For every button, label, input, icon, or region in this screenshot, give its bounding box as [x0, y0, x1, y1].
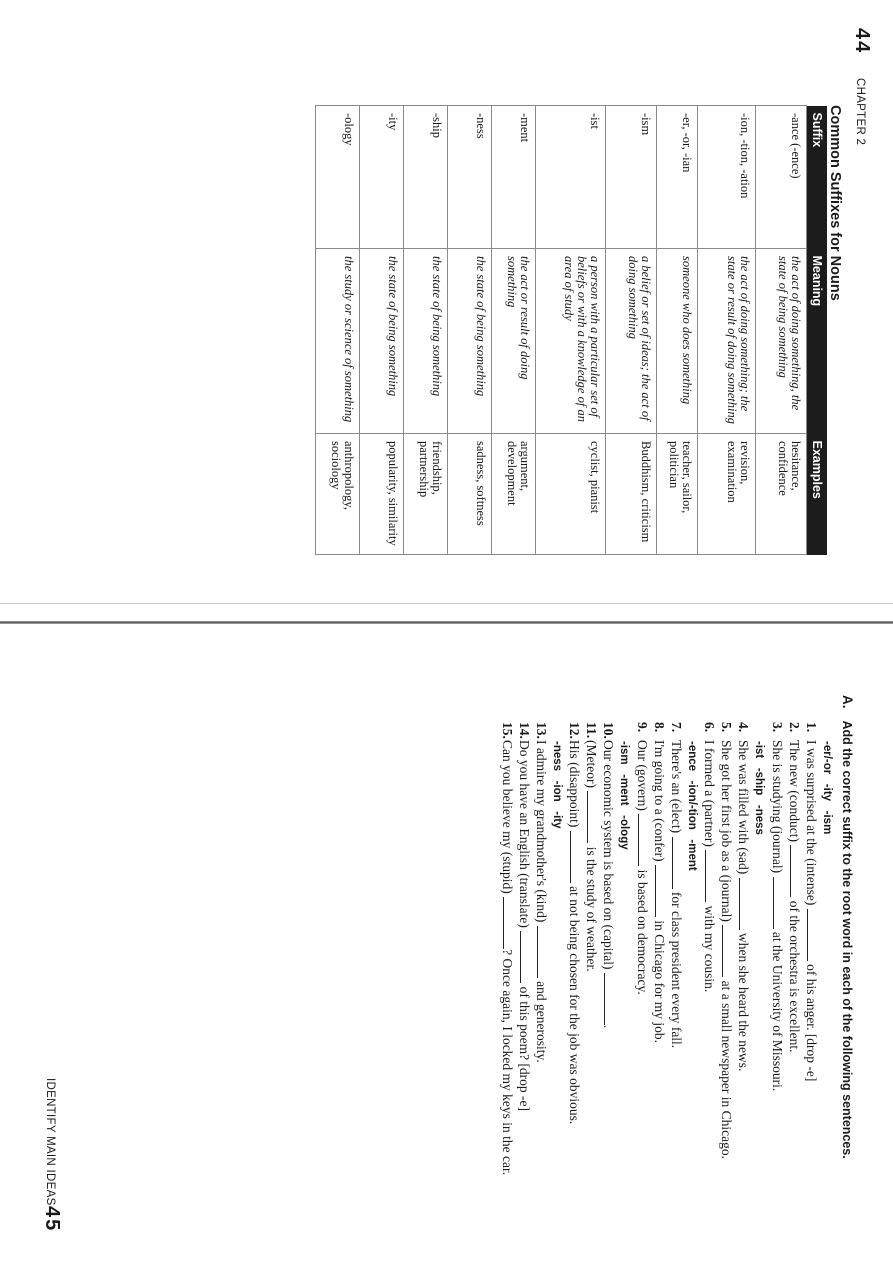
- answer-blank[interactable]: [672, 837, 683, 889]
- answer-blank[interactable]: [655, 865, 666, 917]
- examples-cell: Buddhism, criticism: [606, 434, 657, 555]
- exercise-sentence: [804, 695, 819, 1220]
- sentence-number: 7.: [669, 722, 684, 733]
- answer-blank[interactable]: [740, 878, 751, 930]
- exercise-sentence: [517, 695, 532, 1220]
- table-row: [657, 106, 698, 555]
- sentence-number: 1.: [804, 722, 819, 733]
- sentence-number: 15.: [500, 722, 515, 739]
- answer-blank[interactable]: [588, 791, 599, 843]
- sentence-text-before: I admire my grandmother's (kind): [534, 740, 549, 923]
- exercise-header: [840, 695, 855, 1220]
- suffix-cell: -ion, -tion, -ation: [698, 106, 756, 249]
- suffix-options: -ism -ment -ology: [618, 741, 631, 850]
- sentence-number: 9.: [635, 722, 650, 733]
- exercise-sentence: [702, 695, 717, 1220]
- sentence-text-before: I formed a (partner): [702, 740, 718, 847]
- table-row: [492, 106, 536, 555]
- examples-cell: sadness, softness: [448, 434, 492, 555]
- exercise-sentence: [635, 695, 650, 1220]
- sentence-text-before: I was surprised at the (intense): [804, 740, 819, 906]
- suffix-cell: -ism: [606, 106, 657, 249]
- sentence-text-after: at the University of Missouri.: [770, 931, 785, 1092]
- answer-blank[interactable]: [503, 897, 514, 949]
- right-running-head: IDENTIFY MAIN IDEAS: [44, 1078, 56, 1206]
- meaning-cell: the state of being something: [448, 249, 492, 434]
- meaning-cell: the state of being something: [360, 249, 404, 434]
- sentence-text-after: at a small newspaper in Chicago.: [719, 980, 735, 1160]
- suffix-options: -er/-or -ity -ism: [821, 741, 833, 835]
- suffix-options: -ence -ion/-tion -ment: [686, 741, 698, 871]
- sentence-text-after: for class president every fall.: [669, 891, 684, 1049]
- table-row: [316, 106, 360, 555]
- sentence-text-before: She is studying (journal): [770, 740, 785, 874]
- meaning-cell: the act of doing something, the state of being something: [756, 249, 807, 434]
- table-row: [698, 106, 756, 555]
- exercise-sentence: [770, 695, 785, 1220]
- table-row: [404, 106, 448, 555]
- suffix-cell: -ology: [316, 106, 360, 249]
- examples-cell: anthropology, sociology: [316, 434, 360, 555]
- exercise-sentence: [719, 695, 734, 1220]
- sentence-text-before: Our (govern): [635, 740, 650, 811]
- answer-blank[interactable]: [638, 814, 649, 866]
- suffix-options: -ness -ion -ity: [551, 741, 563, 829]
- examples-cell: argument, development: [492, 434, 536, 555]
- exercise-instruction: Add the correct suffix to the root word in each of the following sentences.: [840, 720, 854, 1159]
- page-edge: [0, 603, 893, 604]
- meaning-cell: a belief or set of ideas; the act of doing something: [606, 249, 657, 434]
- table-row: [606, 106, 657, 555]
- sentence-text-before: She got her first job as a (journal): [719, 740, 735, 922]
- sentence-text-after: with my cousin.: [702, 905, 718, 993]
- sentence-text-after: is based on democracy.: [635, 869, 650, 995]
- exercise-sentence: [736, 695, 751, 1220]
- sentence-number: 4.: [736, 722, 752, 733]
- answer-blank[interactable]: [605, 973, 616, 1025]
- suffix-table: [315, 105, 827, 555]
- sentence-number: 8.: [652, 722, 667, 733]
- suffix-cell: -ity: [360, 106, 404, 249]
- suffix-cell: -ness: [448, 106, 492, 249]
- sentence-number: 6.: [702, 722, 718, 733]
- sentence-text-before: Do you have an English (translate): [517, 740, 532, 928]
- answer-blank[interactable]: [706, 850, 717, 902]
- sentence-text-after: at not being chosen for the job was obvious.: [567, 886, 583, 1125]
- sentence-text-after: in Chicago for my job.: [652, 920, 667, 1043]
- sentence-number: 3.: [770, 722, 785, 733]
- sentence-text-after: and generosity.: [534, 981, 549, 1063]
- header-examples: Examples: [807, 434, 828, 555]
- suffix-cell: -ance (-ence): [756, 106, 807, 249]
- exercise-a: [497, 695, 855, 1220]
- suffix-cell: -er, -or, -ian: [657, 106, 698, 249]
- suffix-cell: -ist: [536, 106, 606, 249]
- meaning-cell: the act of doing something; the state or result of doing something: [698, 249, 756, 434]
- book-fold: [0, 621, 893, 624]
- examples-cell: teacher, sailor, politician: [657, 434, 698, 555]
- answer-blank[interactable]: [520, 931, 531, 983]
- suffix-cell: -ment: [492, 106, 536, 249]
- meaning-cell: someone who does something: [657, 249, 698, 434]
- examples-cell: popularity, similarity: [360, 434, 404, 555]
- answer-blank[interactable]: [571, 831, 582, 883]
- table-header-row: [807, 106, 828, 555]
- exercise-sentence: [601, 695, 616, 1220]
- examples-cell: cyclist, pianist: [536, 434, 606, 555]
- answer-blank[interactable]: [790, 845, 801, 897]
- answer-blank[interactable]: [723, 925, 734, 977]
- exercise-sentence: [567, 695, 582, 1220]
- suffix-options: -ist -ship -ness: [753, 741, 766, 835]
- table-row: [448, 106, 492, 555]
- meaning-cell: the study or science of something: [316, 249, 360, 434]
- sentence-text-before: I'm going to a (confer): [652, 740, 667, 862]
- answer-blank[interactable]: [807, 909, 818, 961]
- examples-cell: revision, examination: [698, 434, 756, 555]
- sentence-text-after: of the orchestra is excellent.: [787, 900, 802, 1053]
- sentence-number: 2.: [787, 722, 802, 733]
- sentence-text-after: of this poem? [drop -e]: [517, 986, 532, 1112]
- header-meaning: Meaning: [807, 249, 828, 434]
- sentence-text-before: (Meteor): [584, 740, 600, 788]
- sentence-text-after: is the study of weather.: [584, 846, 600, 972]
- table-row: [536, 106, 606, 555]
- right-page-number: 45: [41, 1206, 63, 1233]
- sentence-number: 11.: [584, 722, 600, 739]
- meaning-cell: the act or result of doing something: [492, 249, 536, 434]
- table-row: [756, 106, 807, 555]
- exercise-sentence: [534, 695, 549, 1220]
- sentence-number: 10.: [601, 722, 617, 739]
- sentence-text-before: Our economic system is based on (capital): [601, 740, 617, 970]
- answer-blank[interactable]: [773, 877, 784, 929]
- suffix-cell: -ship: [404, 106, 448, 249]
- left-running-head: CHAPTER 2: [854, 78, 866, 146]
- sentence-text-after: .: [601, 1024, 617, 1029]
- meaning-cell: a person with a particular set of beliefs or with a knowledge of an area of study: [536, 249, 606, 434]
- sentence-text-before: There's an (elect): [669, 740, 684, 834]
- exercise-sentence: [500, 695, 515, 1220]
- exercise-letter: A.: [840, 695, 855, 709]
- table-row: [360, 106, 404, 555]
- sentence-number: 12.: [567, 722, 583, 739]
- exercise-sentence: [584, 695, 599, 1220]
- exercise-sentence: [652, 695, 667, 1220]
- sentence-number: 14.: [517, 722, 532, 739]
- sentence-text-before: Can you believe my (stupid): [500, 740, 515, 894]
- sentence-number: 5.: [719, 722, 735, 733]
- sentence-text-before: His (disappoint): [567, 740, 583, 828]
- sentence-text-before: She was filled with (sad): [736, 740, 752, 875]
- sentence-text-after: when she heard the news.: [736, 932, 752, 1072]
- sentence-text-before: The new (conduct): [787, 740, 802, 842]
- exercise-sentence: [669, 695, 684, 1220]
- left-page-number: 44: [851, 28, 873, 55]
- meaning-cell: the state of being something: [404, 249, 448, 434]
- exercise-sentence: [787, 695, 802, 1220]
- examples-cell: friendship, partnership: [404, 434, 448, 555]
- answer-blank[interactable]: [537, 926, 548, 978]
- sentence-number: 13.: [534, 722, 549, 739]
- examples-cell: hesitance, confidence: [756, 434, 807, 555]
- table-title: Common Suffixes for Nouns: [827, 105, 843, 301]
- sentence-text-after: of his anger. [drop -e]: [804, 964, 819, 1082]
- sentence-text-after: ? Once again, I locked my keys in the car.: [500, 949, 515, 1176]
- header-suffix: Suffix: [807, 106, 828, 249]
